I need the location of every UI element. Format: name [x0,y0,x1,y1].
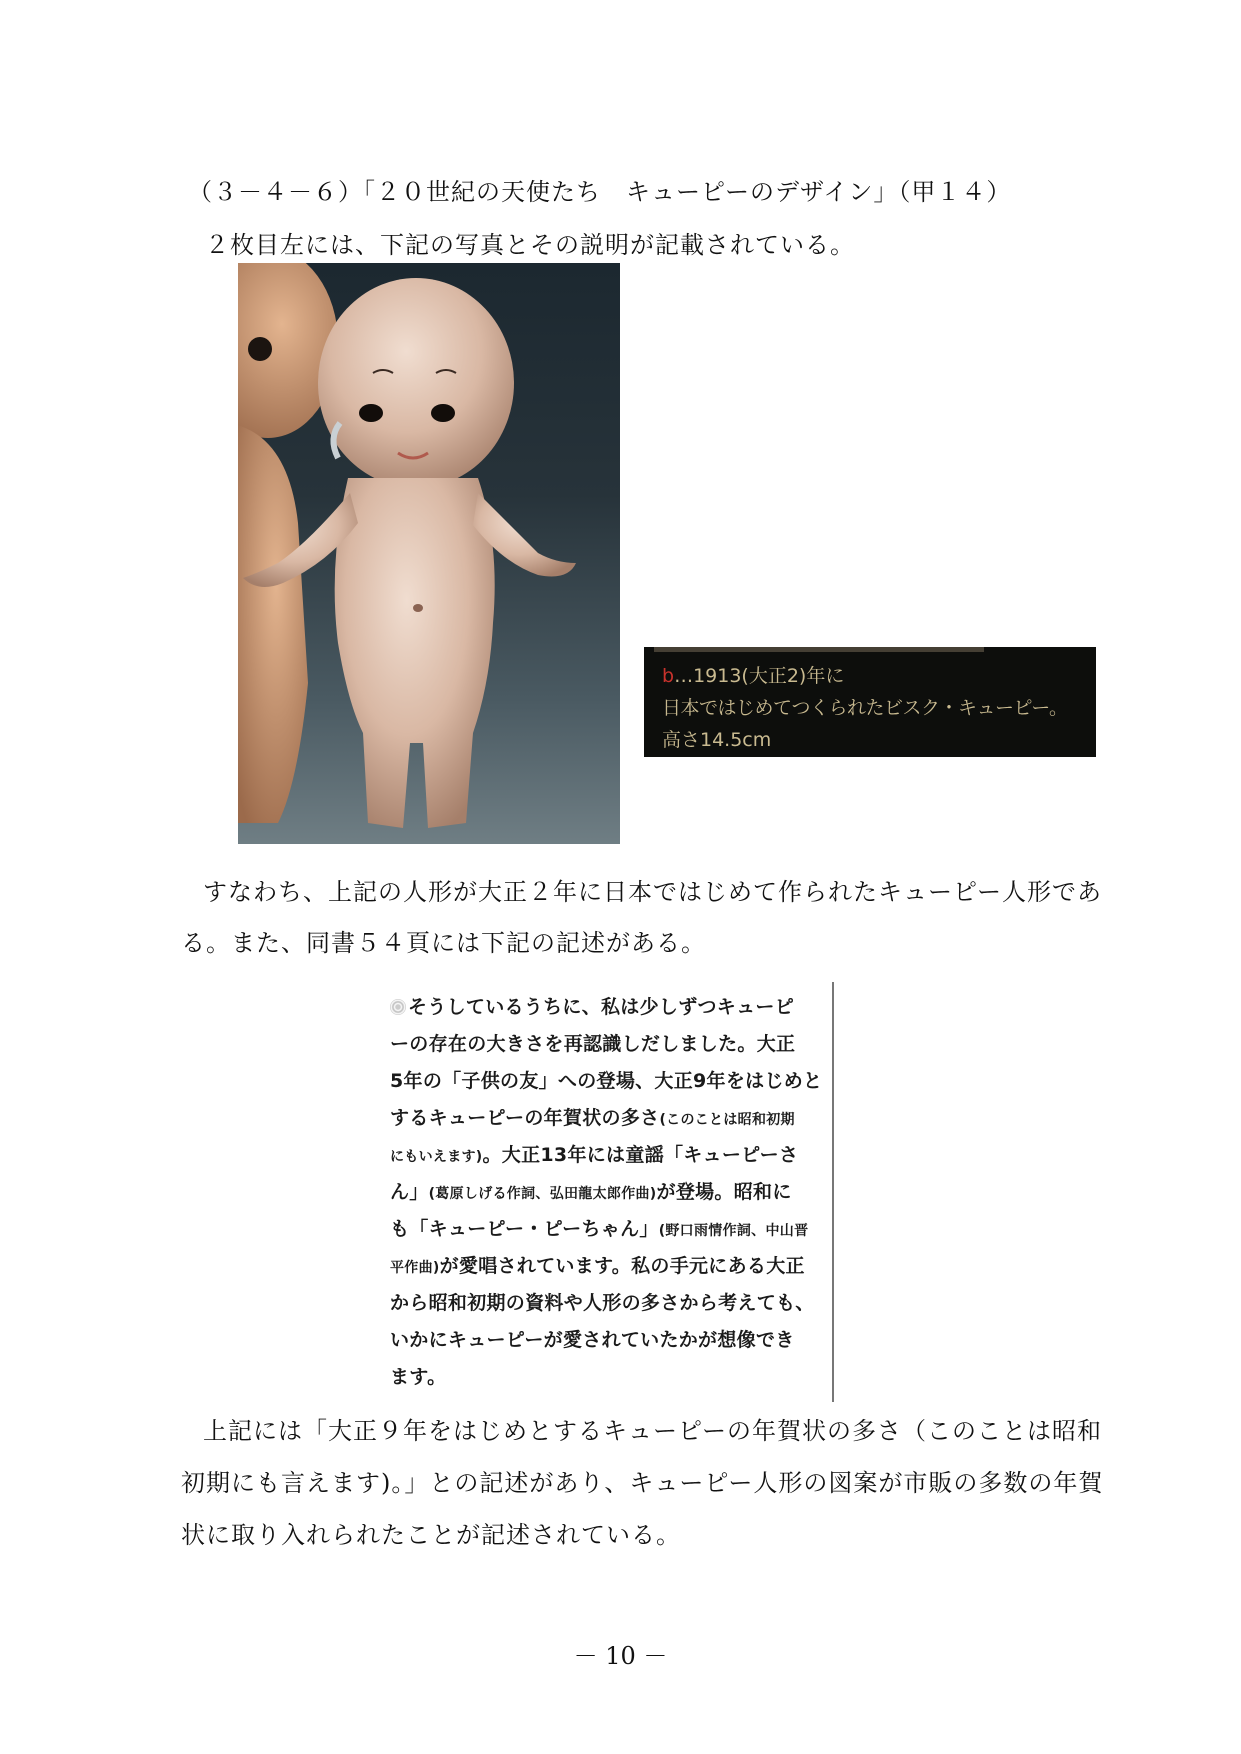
caption-line-3: 高さ14.5cm [662,729,772,751]
caption-image [644,647,1096,757]
paragraph-1-line-1: すなわち、上記の人形が大正２年に日本ではじめて作られたキューピー人形であ [203,878,1103,906]
quote-line: するキューピーの年賀状の多さ(このことは昭和初期 [390,1107,795,1129]
quote-line: から昭和初期の資料や人形の多さから考えても、 [390,1292,815,1314]
paragraph-1-line-2: る。また、同書５４頁には下記の記述がある。 [181,929,706,957]
quote-line: も「キューピー・ピーちゃん」(野口雨情作詞、中山晋 [390,1218,809,1240]
quote-line: ん」(葛原しげる作詞、弘田龍太郎作曲)が登場。昭和に [390,1181,792,1203]
quoted-excerpt-image [384,982,834,1402]
caption-line-2: 日本ではじめてつくられたビスク・キューピー。 [662,697,1068,719]
quote-line: ます。 [390,1366,447,1388]
kewpie-doll-photo [238,263,620,844]
intro-text: ２枚目左には、下記の写真とその説明が記載されている。 [205,231,855,259]
quote-line: 平作曲)が愛唱されています。私の手元にある大正 [390,1255,805,1277]
caption-line-1: b…1913(大正2)年に [662,665,845,687]
quote-line: にもいえます)。大正13年には童謡「キューピーさ [390,1144,799,1166]
paragraph-2-line-3: 状に取り入れられたことが記述されている。 [181,1521,681,1549]
section-heading: （３－４－６）「２０世紀の天使たち キューピーのデザイン」（甲１４） [188,178,1012,206]
paragraph-2-line-1: 上記には「大正９年をはじめとするキューピーの年賀状の多さ（このことは昭和 [203,1417,1103,1445]
page-number: － 10 － [573,1642,668,1670]
quote-line: いかにキューピーが愛されていたかが想像でき [390,1329,795,1351]
quote-line: 5年の「子供の友」への登場、大正9年をはじめと [390,1070,823,1092]
paragraph-2-line-2: 初期にも言えます)。」との記述があり、キューピー人形の図案が市販の多数の年賀 [181,1469,1104,1497]
quote-line: ーの存在の大きさを再認識しだしました。大正 [390,1033,796,1055]
quote-line: そうしているうちに、私は少しずつキューピ [390,992,794,1019]
quote-mark-icon [390,999,406,1015]
